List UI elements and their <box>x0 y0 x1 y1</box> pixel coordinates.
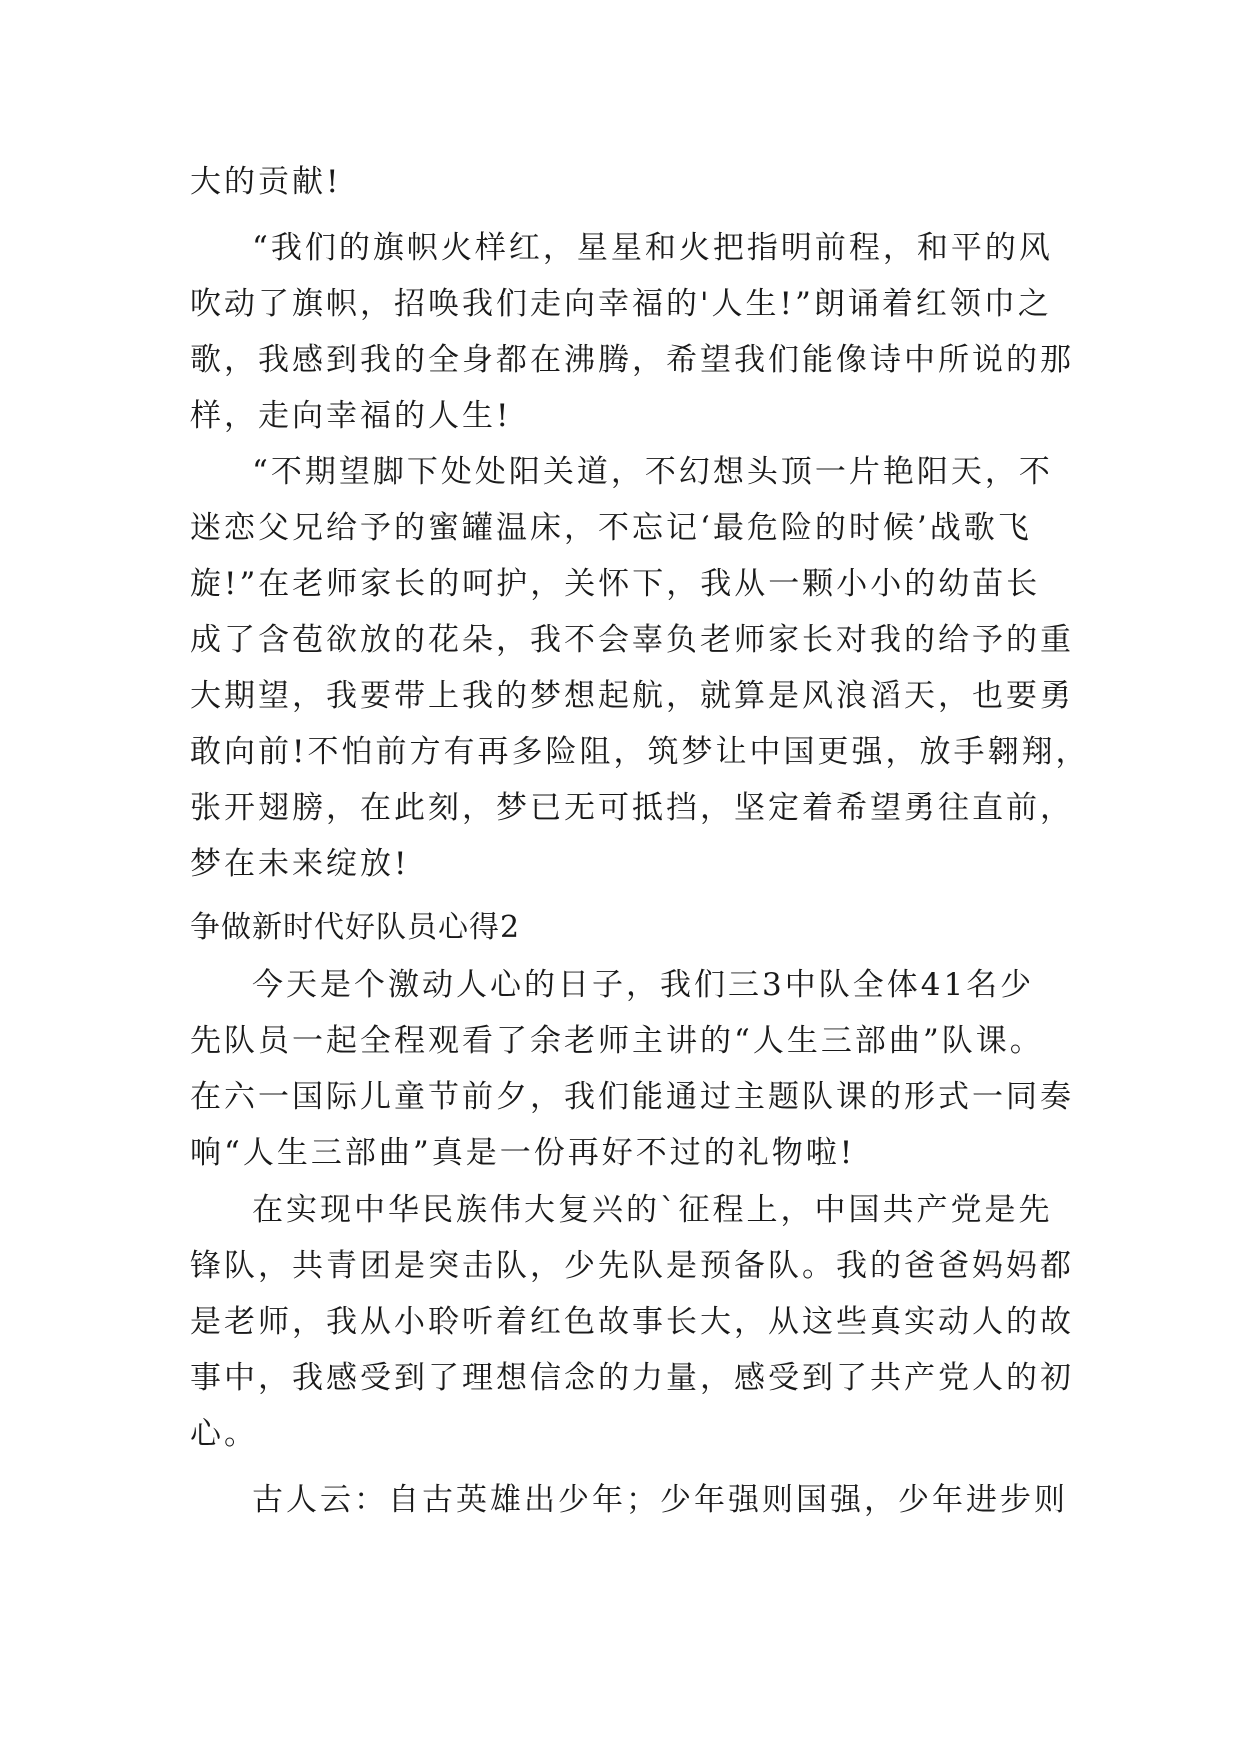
text-line: 响“人生三部曲”真是一份再好不过的礼物啦! <box>190 1135 856 1171</box>
text-line: 迷恋父兄给予的蜜罐温床，不忘记‘最危险的时候’战歌飞 <box>190 510 1032 546</box>
text-line: 古人云：自古英雄出少年；少年强则国强，少年进步则 <box>252 1482 1068 1518</box>
text-line: 锋队，共青团是突击队，少先队是预备队。我的爸爸妈妈都 <box>190 1248 1074 1284</box>
text-line: 吹动了旗帜，招唤我们走向幸福的'人生!”朗诵着红领巾之 <box>190 286 1052 322</box>
text-line: “不期望脚下处处阳关道，不幻想头顶一片艳阳天，不 <box>252 454 1053 490</box>
text-line: 旋!”在老师家长的呵护，关怀下，我从一颗小小的幼苗长 <box>190 566 1041 602</box>
text-line: 在实现中华民族伟大复兴的`征程上，中国共产党是先 <box>252 1192 1053 1228</box>
text-line: 成了含苞欲放的花朵，我不会辜负老师家长对我的给予的重 <box>190 622 1074 658</box>
section-heading: 争做新时代好队员心得2 <box>190 910 521 945</box>
text-line: 先队员一起全程观看了余老师主讲的“人生三部曲”队课。 <box>190 1023 1044 1059</box>
text-line: 事中，我感受到了理想信念的力量，感受到了共产党人的初 <box>190 1360 1074 1396</box>
text-line: 样，走向幸福的人生! <box>190 398 512 434</box>
text-line: 梦在未来绽放! <box>190 846 410 882</box>
text-line: “我们的旗帜火样红，星星和火把指明前程，和平的风 <box>252 230 1053 266</box>
text-line: 歌，我感到我的全身都在沸腾，希望我们能像诗中所说的那 <box>190 342 1074 378</box>
text-line: 心。 <box>190 1416 258 1452</box>
text-line: 今天是个激动人心的日子，我们三3中队全体41名少 <box>252 967 1035 1003</box>
text-line: 是老师，我从小聆听着红色故事长大，从这些真实动人的故 <box>190 1304 1074 1340</box>
text-line: 大的贡献! <box>190 164 342 200</box>
text-line: 大期望，我要带上我的梦想起航，就算是风浪滔天，也要勇 <box>190 678 1074 714</box>
text-line: 敢向前!不怕前方有再多险阻，筑梦让中国更强，放手翱翔， <box>190 734 1090 770</box>
text-line: 张开翅膀，在此刻，梦已无可抵挡，坚定着希望勇往直前， <box>190 790 1074 826</box>
text-line: 在六一国际儿童节前夕，我们能通过主题队课的形式一同奏 <box>190 1079 1074 1115</box>
